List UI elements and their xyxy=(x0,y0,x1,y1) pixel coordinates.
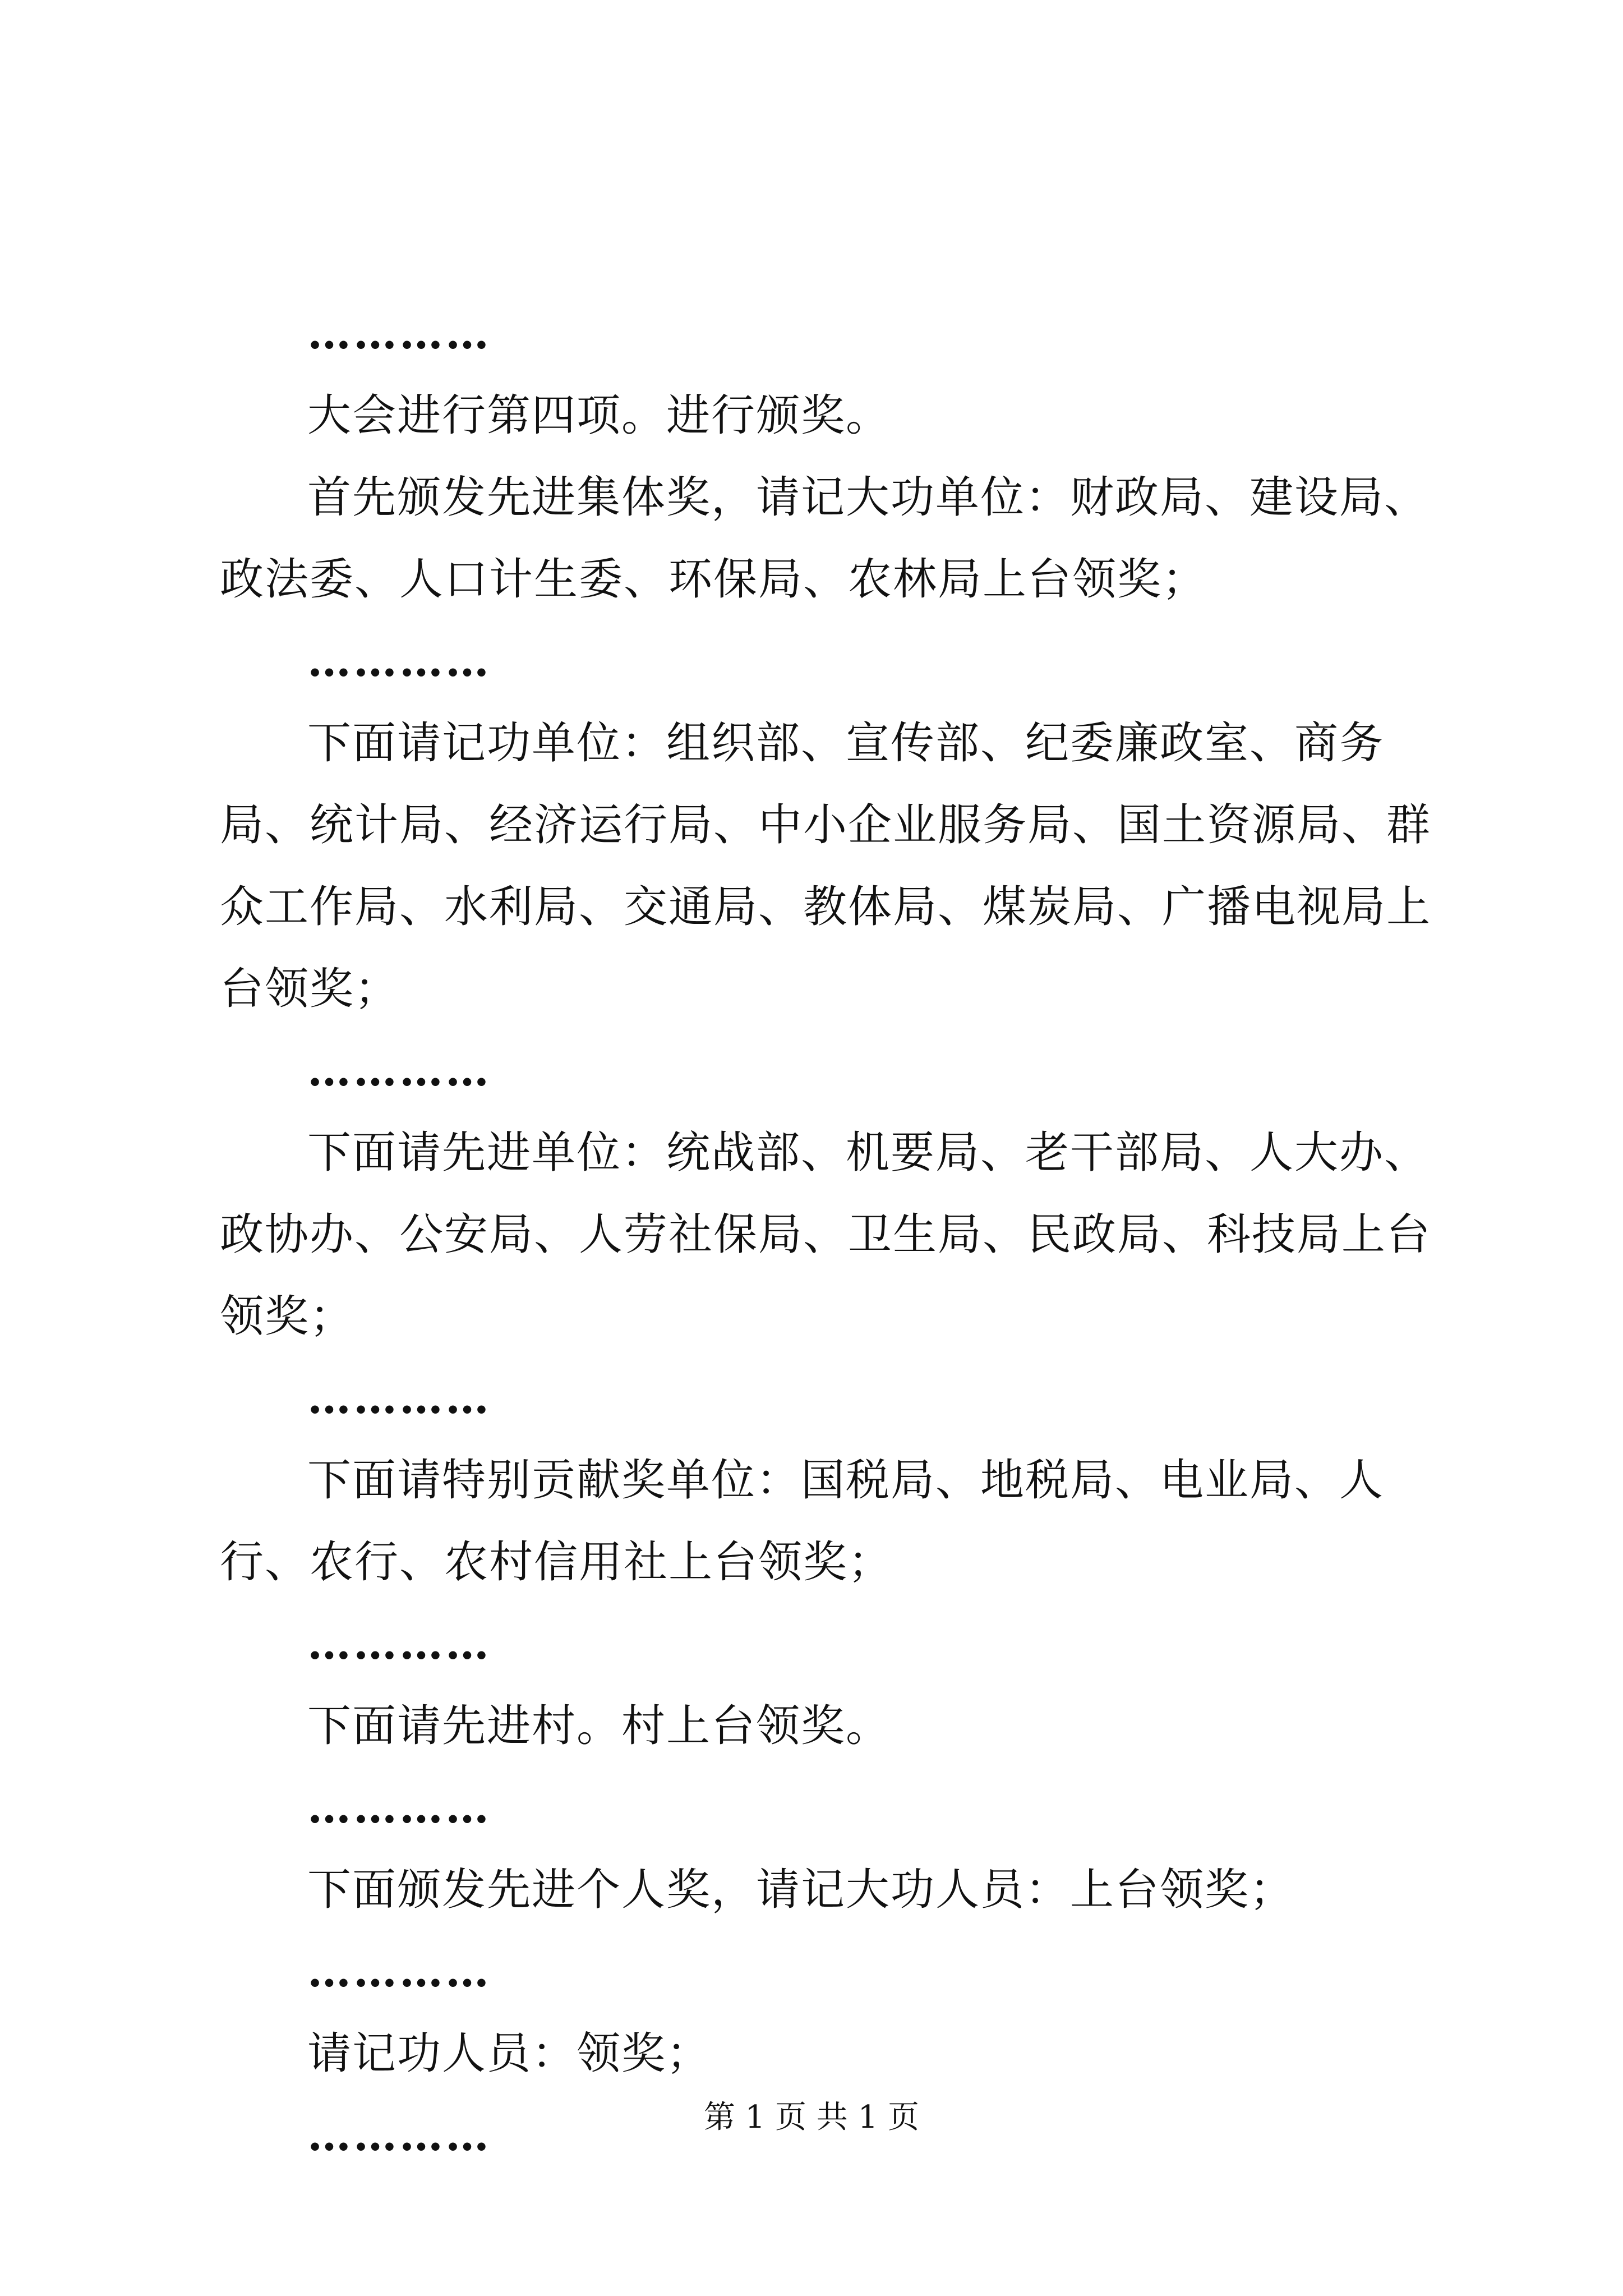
ellipsis-line: ………… xyxy=(307,308,491,359)
ellipsis-line: ………… xyxy=(307,1045,491,1096)
ellipsis-line: ………… xyxy=(307,636,491,687)
paragraph-advanced-units: 下面请先进单位：统战部、机要局、老干部局、人大办、政协办、公安局、人劳社保局、卫生局、民政局、科技局上台领奖； xyxy=(220,1128,1432,1342)
paragraph-merit-persons: 请记功人员：领奖； xyxy=(307,2028,712,2079)
ellipsis-line: ………… xyxy=(307,1618,491,1669)
document-body xyxy=(220,293,1437,2177)
paragraph-individual-major-merit: 下面颁发先进个人奖，请记大功人员：上台领奖； xyxy=(307,1865,1295,1915)
paragraph-special-contribution: 下面请特别贡献奖单位：国税局、地税局、电业局、人行、农行、农村信用社上台领奖； xyxy=(220,1455,1385,1588)
paragraph-item-four: 大会进行第四项。进行颁奖。 xyxy=(307,390,891,441)
paragraph-merit-units: 下面请记功单位：组织部、宣传部、纪委廉政室、商务局、统计局、经济运行局、中小企业服务局、国土资源局、群众工作局、水利局、交通局、教体局、煤炭局、广播电视局上台领奖； xyxy=(220,718,1432,1014)
paragraph-advanced-village: 下面请先进村。村上台领奖。 xyxy=(307,1701,891,1751)
ellipsis-line: ………… xyxy=(307,2110,491,2161)
ellipsis-line: ………… xyxy=(307,1946,491,1997)
page-footer: 第 1 页 共 1 页 xyxy=(703,2099,920,2136)
paragraph-collective-major-merit: 首先颁发先进集体奖，请记大功单位：财政局、建设局、政法委、人口计生委、环保局、农林局上台领奖； xyxy=(220,472,1430,605)
ellipsis-line: ………… xyxy=(307,1782,491,1833)
ellipsis-line: ………… xyxy=(307,1373,491,1424)
